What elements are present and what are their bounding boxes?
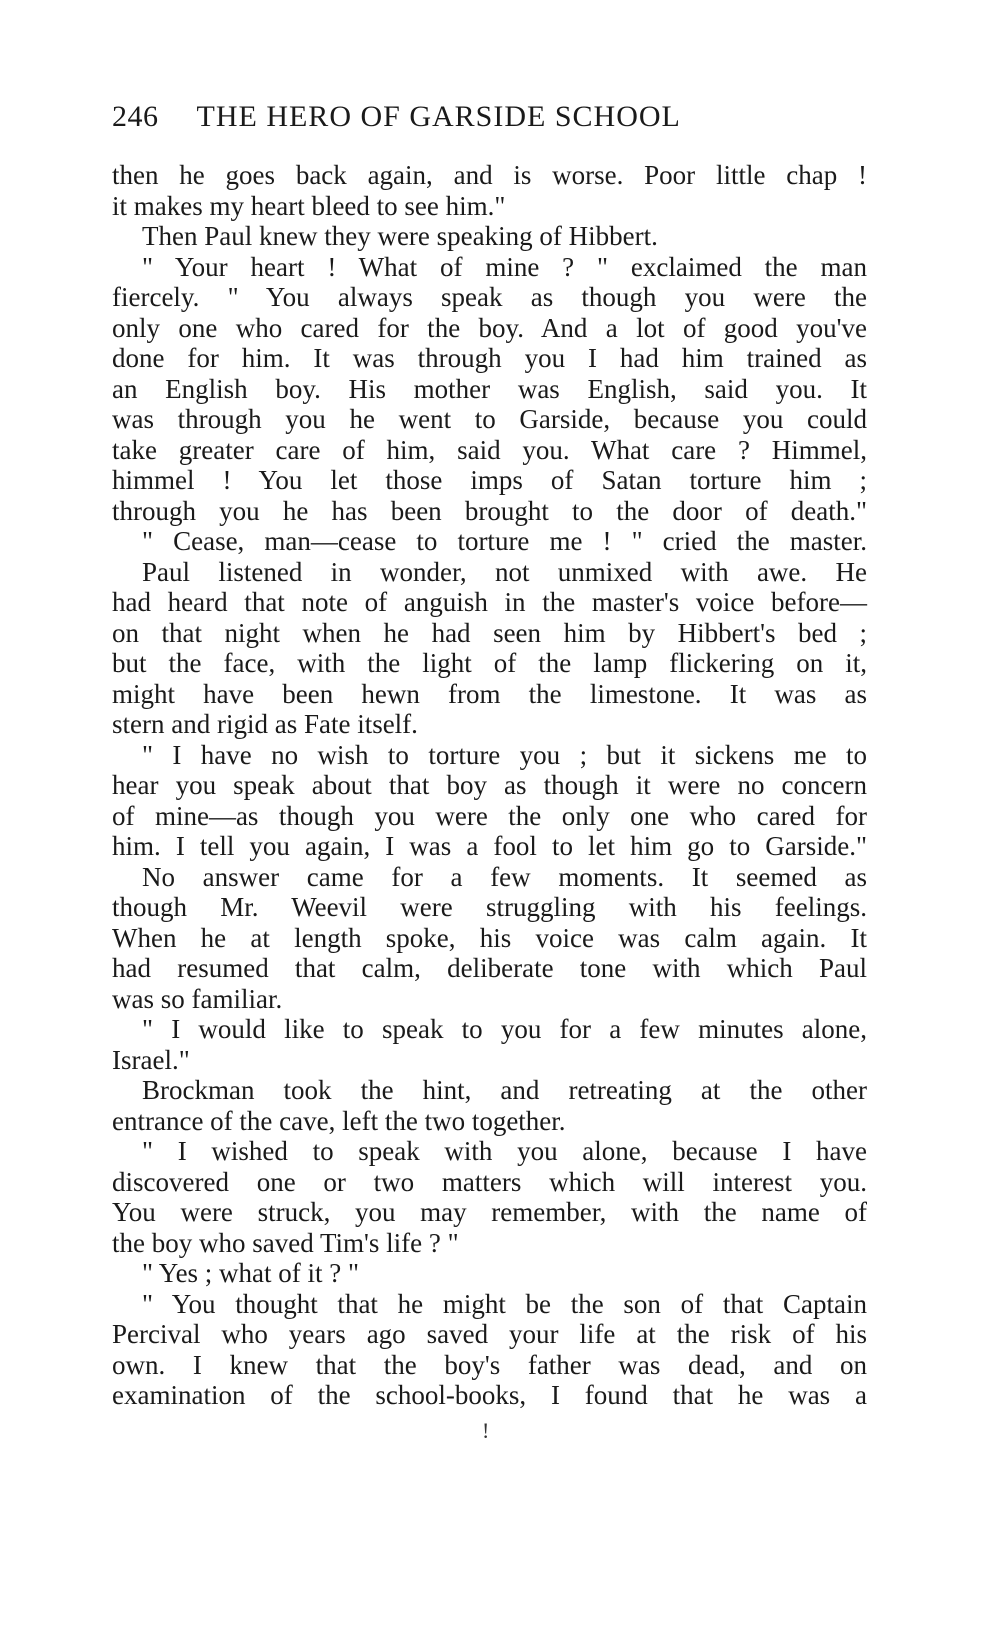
page-number: 246 xyxy=(112,100,159,133)
running-head xyxy=(112,100,872,140)
text-line: was so familiar. xyxy=(112,983,283,1014)
text-line: himmel ! You let those imps of Satan torture him ; xyxy=(112,465,867,495)
text-line: him. I tell you again, I was a fool to let him go to Garside." xyxy=(112,831,867,861)
text-line: but the face, with the light of the lamp flickering on it, xyxy=(112,648,867,678)
text-line: the boy who saved Tim's life ? " xyxy=(112,1227,459,1258)
text-line: entrance of the cave, left the two together. xyxy=(112,1105,566,1136)
text-line: " I have no wish to torture you ; but it sickens me to xyxy=(142,739,867,770)
text-line: discovered one or two matters which will interest you. xyxy=(112,1166,867,1197)
running-title: THE HERO OF GARSIDE SCHOOL xyxy=(196,100,681,133)
text-line: " Yes ; what of it ? " xyxy=(142,1258,360,1288)
text-line: own. I knew that the boy's father was dead, and on xyxy=(112,1349,867,1380)
text-line: it makes my heart bleed to see him." xyxy=(112,190,506,221)
text-line: No answer came for a few moments. It seemed as xyxy=(142,861,867,892)
text-line: then he goes back again, and is worse. Poor little chap ! xyxy=(112,160,867,190)
text-line: might have been hewn from the limestone. It was as xyxy=(112,678,867,709)
footer-mark: ! xyxy=(482,1418,490,1443)
text-line: fiercely. " You always speak as though you were the xyxy=(112,282,867,312)
text-line: examination of the school-books, I found that he was a xyxy=(112,1380,867,1410)
text-line: only one who cared for the boy. And a lot of good you've xyxy=(112,312,867,343)
text-line: " Your heart ! What of mine ? " exclaimed the man xyxy=(142,251,867,282)
text-line: When he at length spoke, his voice was calm again. It xyxy=(112,922,867,953)
text-line: " Cease, man—cease to torture me ! " cried the master. xyxy=(142,526,867,556)
text-line: " You thought that he might be the son of that Captain xyxy=(142,1288,867,1319)
text-line: " I would like to speak to you for a few minutes alone, xyxy=(142,1014,867,1044)
text-line: was through you he went to Garside, because you could xyxy=(112,404,867,434)
text-line: Then Paul knew they were speaking of Hibbert. xyxy=(142,221,658,251)
text-line: on that night when he had seen him by Hibbert's bed ; xyxy=(112,617,867,648)
text-line: of mine—as though you were the only one who cared for xyxy=(112,800,867,831)
text-line: " I wished to speak with you alone, because I have xyxy=(142,1136,867,1166)
text-line: stern and rigid as Fate itself. xyxy=(112,709,418,739)
text-line: an English boy. His mother was English, said you. It xyxy=(112,373,867,404)
text-line: though Mr. Weevil were struggling with his feelings. xyxy=(112,892,867,922)
text-line: Israel." xyxy=(112,1044,190,1075)
text-line: take greater care of him, said you. What care ? Himmel, xyxy=(112,434,867,465)
text-line: had resumed that calm, deliberate tone with which Paul xyxy=(112,953,867,983)
text-line: through you he has been brought to the door of death." xyxy=(112,495,867,526)
text-line: Paul listened in wonder, not unmixed with awe. He xyxy=(142,556,867,587)
text-line: You were struck, you may remember, with the name of xyxy=(112,1197,867,1227)
text-line: Brockman took the hint, and retreating at the other xyxy=(142,1075,867,1105)
text-line: done for him. It was through you I had him trained as xyxy=(112,343,867,373)
text-line: had heard that note of anguish in the master's voice before— xyxy=(112,587,867,617)
text-line: hear you speak about that boy as though it were no concern xyxy=(112,770,867,800)
text-line: Percival who years ago saved your life at the risk of his xyxy=(112,1319,867,1349)
body-text xyxy=(112,160,867,1411)
